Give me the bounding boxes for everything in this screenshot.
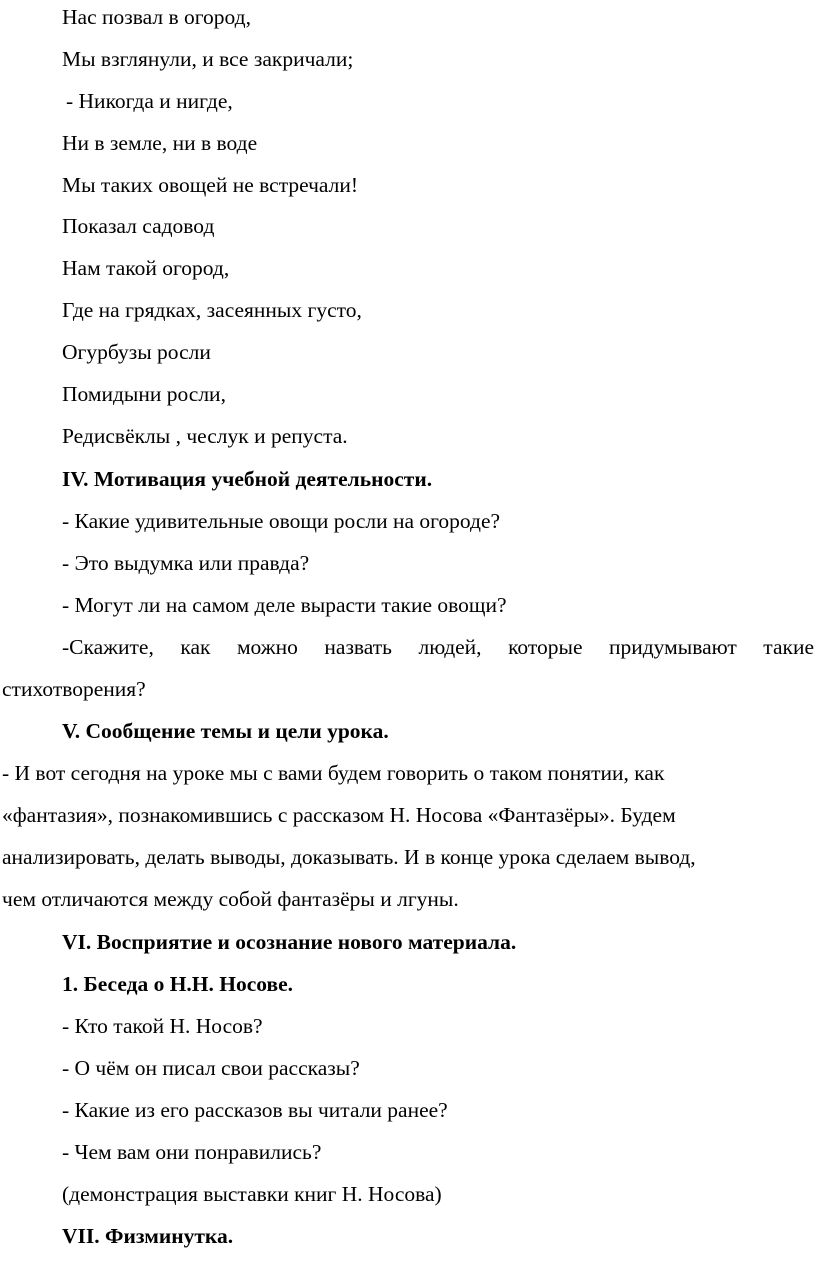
word: такие bbox=[763, 635, 814, 659]
section-heading: VII. Физминутка. bbox=[62, 1224, 234, 1248]
poem-line: Мы взглянули, и все закричали; bbox=[62, 47, 354, 71]
question-line: - Кто такой Н. Носов? bbox=[62, 1014, 263, 1038]
word: которые bbox=[508, 635, 583, 659]
word: как bbox=[180, 635, 211, 659]
question-line: - Какие удивительные овощи росли на огороде? bbox=[62, 509, 501, 533]
section-heading: IV. Мотивация учебной деятельности. bbox=[62, 467, 433, 491]
section-heading: V. Сообщение темы и цели урока. bbox=[62, 719, 389, 743]
poem-line: Мы таких овощей не встречали! bbox=[62, 173, 359, 197]
poem-line: Нам такой огород, bbox=[62, 256, 230, 280]
word: назвать bbox=[324, 635, 392, 659]
paragraph-line: анализировать, делать выводы, доказывать. И в конце урока сделаем вывод, bbox=[2, 845, 696, 869]
poem-line: Редисвёклы , чеслук и репуста. bbox=[62, 424, 348, 448]
paragraph-line: чем отличаются между собой фантазёры и лгуны. bbox=[2, 887, 459, 911]
word: людей, bbox=[418, 635, 482, 659]
section-heading: VI. Восприятие и осознание нового материала. bbox=[62, 930, 517, 954]
question-line: - О чём он писал свои рассказы? bbox=[62, 1056, 360, 1080]
poem-line: Ни в земле, ни в воде bbox=[62, 131, 258, 155]
question-line-end: стихотворения? bbox=[2, 677, 146, 701]
word: -Скажите, bbox=[62, 635, 154, 659]
question-line: - Какие из его рассказов вы читали ранее? bbox=[62, 1098, 448, 1122]
word: придумывают bbox=[608, 635, 737, 659]
poem-line: Нас позвал в огород, bbox=[62, 5, 251, 29]
poem-line: Помидыни росли, bbox=[62, 382, 226, 406]
justified-question-line bbox=[62, 634, 814, 660]
subsection-heading: 1. Беседа о Н.Н. Носове. bbox=[62, 972, 294, 996]
note-line: (демонстрация выставки книг Н. Носова) bbox=[62, 1182, 442, 1206]
word: можно bbox=[236, 635, 298, 659]
poem-line: Где на грядках, засеянных густо, bbox=[62, 298, 362, 322]
question-line: - Это выдумка или правда? bbox=[62, 551, 310, 575]
question-line: - Чем вам они понравились? bbox=[62, 1140, 322, 1164]
poem-line: Показал садовод bbox=[62, 214, 215, 238]
question-line: - Могут ли на самом деле вырасти такие овощи? bbox=[62, 593, 507, 617]
poem-line: Огурбузы росли bbox=[62, 340, 211, 364]
paragraph-line: - И вот сегодня на уроке мы с вами будем говорить о таком понятии, как bbox=[2, 761, 665, 785]
paragraph-line: «фантазия», познакомившись с рассказом Н. Носова «Фантазёры». Будем bbox=[2, 803, 676, 827]
poem-line: - Никогда и нигде, bbox=[66, 89, 233, 113]
